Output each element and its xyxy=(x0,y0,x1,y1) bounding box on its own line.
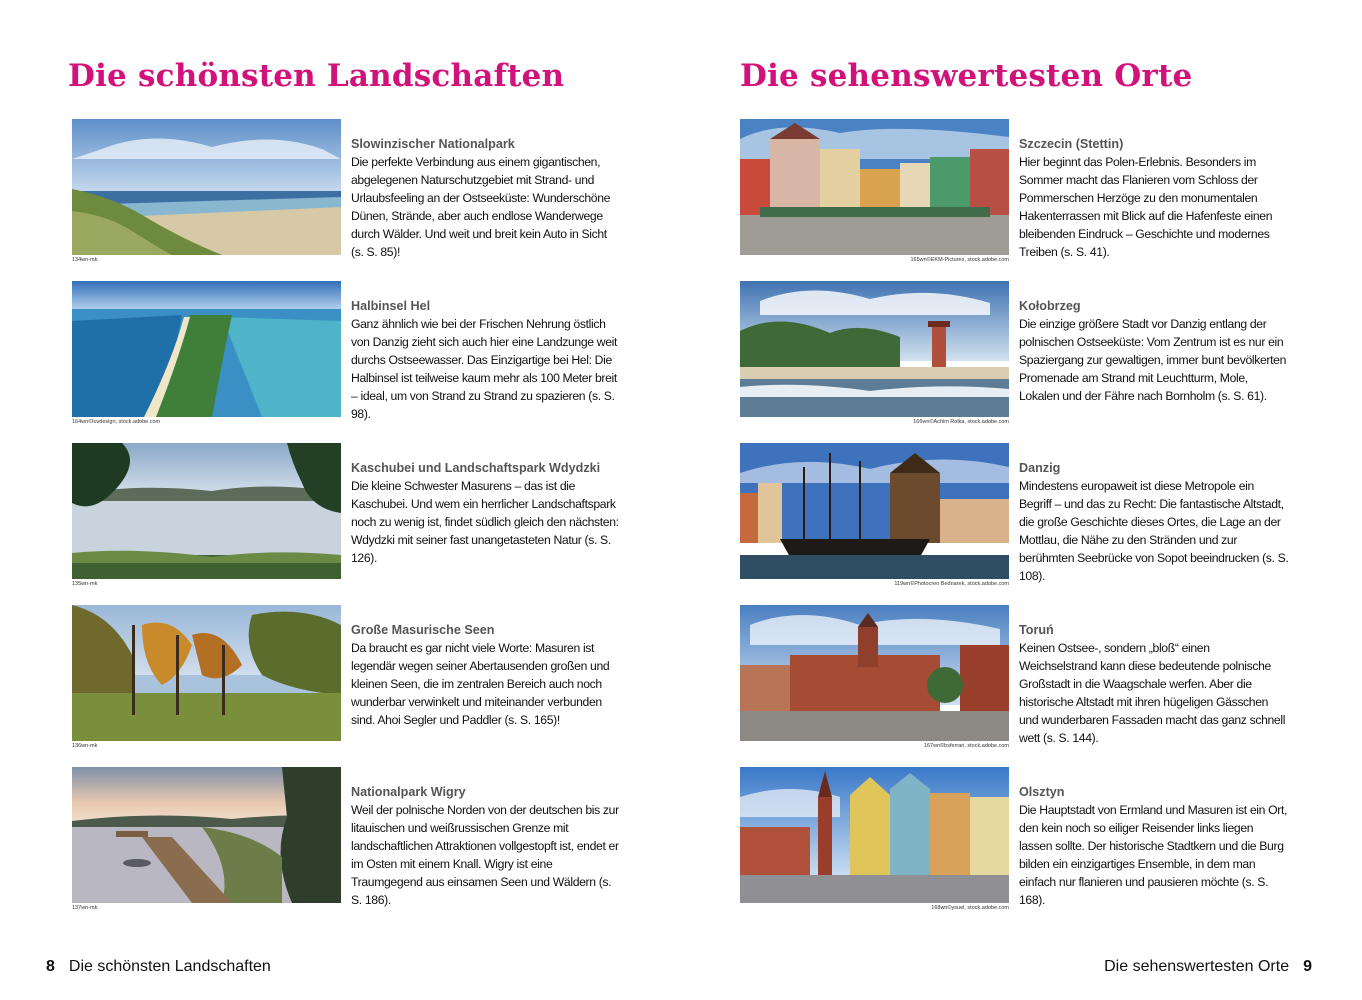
photo-torun-townhall xyxy=(740,605,1009,741)
entry-description: Die Hauptstadt von Ermland und Masuren ist ein Ort, den kein noch so eiliger Reisender links liegen lassen sollte. Der historische Stadtkern und die Burg bilden ein einzigartiges Ensemble, in dem man einfach nur flanieren und pausieren möchte (s. S. 168). xyxy=(1019,803,1288,907)
photo-kaschubei-lake xyxy=(72,443,341,579)
entry-description: Die einzige größere Stadt vor Danzig entlang der polnischen Ostseeküste: Vom Zentrum ist es nur ein Spaziergang zur gewaltigen, immer bunt bevölkerten Promenade am Strand mit Leuchtturm, Mole, Lokalen und der Fähre nach Bornholm (s. S. 61). xyxy=(1019,317,1287,403)
page-footer-right xyxy=(1104,958,1312,976)
entry-title: Kołobrzeg xyxy=(1019,299,1081,313)
photo-credit: 165wn©EKM-Pictures, stock.adobe.com xyxy=(910,257,1009,263)
page-heading-places: Die sehenswertesten Orte xyxy=(740,58,1193,94)
entry-description: Die perfekte Verbindung aus einem gigantischen, abgelegenen Naturschutzgebiet mit Strand- und Urlaubsfeeling an der Ostseeküste: Wunderschöne Dünen, Strände, aber auch endlose Wanderwege durch Wälder. Und weit und breit kein Auto in Sicht (s. S. 85)! xyxy=(351,155,611,259)
photo-credit: 164wn©luvdesign, stock.adobe.com xyxy=(72,419,161,425)
footer-title: Die sehenswertesten Orte xyxy=(1104,958,1290,975)
entry-description: Die kleine Schwester Masurens – das ist die Kaschubei. Und wem ein herrlicher Landschaftspark noch zu wenig ist, findet südlich gleich den nächsten: Wdydzki mit seiner fast unangetasteten Natur (s. S. 126). xyxy=(351,479,619,565)
photo-wigry-jetty xyxy=(72,767,341,903)
entry-description: Mindestens europaweit ist diese Metropole ein Begriff – und das zu Recht: Die fantastische Altstadt, die große Geschichte dieses Ortes, die Lage an der Mottlau, die Nähe zu den Stränden und zur berühmten Seebrücke von Sopot beeindrucken (s. S. 108). xyxy=(1019,479,1289,583)
entry-title: Olsztyn xyxy=(1019,785,1065,799)
photo-szczecin-square xyxy=(740,119,1009,255)
entry-text xyxy=(1019,459,1289,585)
entry-text xyxy=(1019,621,1289,747)
entry-text xyxy=(351,459,621,567)
entry-title: Slowinzischer Nationalpark xyxy=(351,137,515,151)
entry-text xyxy=(1019,783,1289,909)
entry-title: Szczecin (Stettin) xyxy=(1019,137,1124,151)
page-number: 8 xyxy=(46,958,55,975)
photo-beach-dunes xyxy=(72,119,341,255)
page-heading-landscapes: Die schönsten Landschaften xyxy=(68,58,565,94)
entry-title: Danzig xyxy=(1019,461,1061,475)
entry-title: Kaschubei und Landschaftspark Wdydzki xyxy=(351,461,601,475)
entry-title: Große Masurische Seen xyxy=(351,623,495,637)
entry-description: Da braucht es gar nicht viele Worte: Masuren ist legendär wegen seiner Abertausenden großen und kleinen Seen, die im zentralen Bereich auch noch wunderbar verwinkelt und miteinander verbunden sind. Ahoi Segler und Paddler (s. S. 165)! xyxy=(351,641,610,727)
photo-olsztyn-square xyxy=(740,767,1009,903)
photo-danzig-ship xyxy=(740,443,1009,579)
photo-credit: 166wn©Achim Rolka, stock.adobe.com xyxy=(913,419,1009,425)
photo-credit: 167wn©bsferrari, stock.adobe.com xyxy=(923,743,1009,749)
entry-description: Hier beginnt das Polen-Erlebnis. Besonders im Sommer macht das Flanieren vom Schloss der Pommerschen Herzöge zu den monumentalen Hakenterrassen mit Blick auf die Hafenfeste einen bleibenden Eindruck – Geschichte und modernes Treiben (s. S. 41). xyxy=(1019,155,1273,259)
entry-title: Toruń xyxy=(1019,623,1054,637)
photo-credit: 137wn-mk xyxy=(72,905,98,911)
entry-description: Keinen Ostsee-, sondern „bloß“ einen Weichselstrand kann diese bedeutende polnische Großstadt in die Waagschale werfen. Aber die historische Altstadt mit ihren hügeligen Gässchen und wunderbaren Fassaden macht das ganz schnell wett (s. S. 144). xyxy=(1019,641,1286,745)
entry-text xyxy=(351,783,621,909)
photo-credit: 134wn-mk xyxy=(72,257,98,263)
entry-text xyxy=(351,297,621,423)
entry-text xyxy=(1019,135,1289,261)
photo-hel-peninsula xyxy=(72,281,341,417)
entry-description: Weil der polnische Norden von der deutschen bis zur litauischen und weißrussischen Grenze mit landschaftlichen Attraktionen vollgestopft ist, endet er im Osten mit einem Knall. Wigry ist eine Traumgegend aus einsamen Seen und Wäldern (s. S. 186). xyxy=(351,803,619,907)
entry-text xyxy=(1019,297,1289,405)
photo-credit: 135wn-mk xyxy=(72,581,98,587)
entry-text xyxy=(351,135,621,261)
entry-text xyxy=(351,621,621,729)
entry-title: Nationalpark Wigry xyxy=(351,785,466,799)
photo-credit: 119wn©Photocreo Bednarek, stock.adobe.com xyxy=(894,581,1009,587)
photo-credit: 168wn©ysuel, stock.adobe.com xyxy=(931,905,1009,911)
photo-kolobrzeg-beach xyxy=(740,281,1009,417)
footer-title: Die schönsten Landschaften xyxy=(68,958,271,975)
entry-description: Ganz ähnlich wie bei der Frischen Nehrung östlich von Danzig zieht sich auch hier eine Landzunge weit durchs Ostseewasser. Das Einzigartige bei Hel: Die Halbinsel ist teilweise kaum mehr als 100 Meter breit – ideal, um von Strand zu Strand zu spazieren (s. S. 98). xyxy=(351,317,618,421)
page-footer-left xyxy=(46,958,271,976)
right-page xyxy=(681,0,1362,1000)
page-number: 9 xyxy=(1303,958,1312,975)
entry-title: Halbinsel Hel xyxy=(351,299,431,313)
photo-credit: 136wn-mk xyxy=(72,743,98,749)
photo-masuria-trees xyxy=(72,605,341,741)
